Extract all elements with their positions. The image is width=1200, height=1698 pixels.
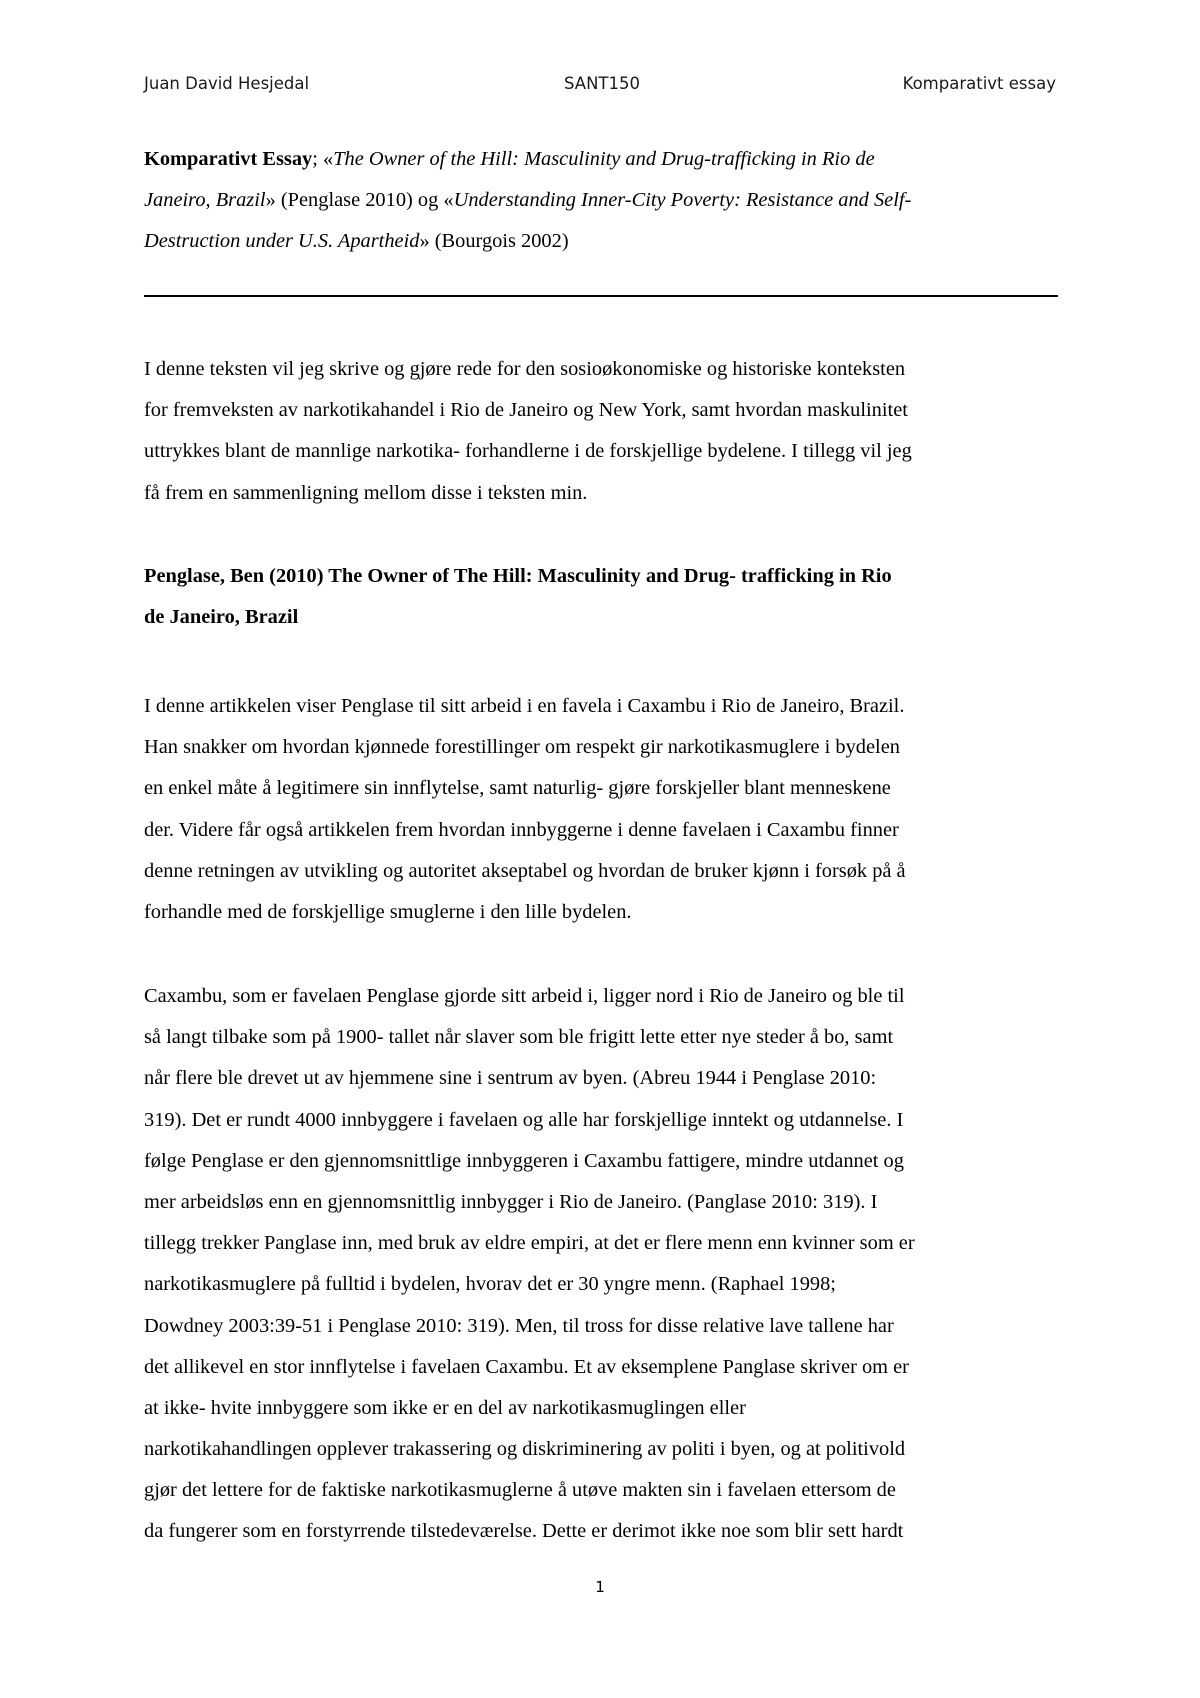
caxambu-context-paragraph (144, 976, 1060, 1553)
title-italic-bourgois-b: Destruction under U.S. Apartheid (144, 230, 420, 253)
heading-line: Penglase, Ben (2010) The Owner of The Hill: Masculinity and Drug- trafficking in Rio (144, 565, 892, 587)
paragraph-line: narkotikahandlingen opplever trakassering og diskriminering av politi i byen, og at politivold (144, 1438, 906, 1461)
section-heading-penglase (144, 556, 1060, 638)
paragraph-line: Caxambu, som er favelaen Penglase gjorde sitt arbeid i, ligger nord i Rio de Janeiro og ble til (144, 985, 905, 1007)
title-italic-penglase-b: Janeiro, Brazil (144, 189, 266, 212)
paragraph-line: der. Videre får også artikkelen frem hvordan innbyggerne i denne favelaen i Caxambu finner (144, 818, 899, 841)
paragraph-line: mer arbeidsløs enn en gjennomsnittlig innbygger i Rio de Janeiro. (Panglase 2010: 319). I (144, 1190, 878, 1213)
title-italic-bourgois-a: Understanding Inner-City Poverty: Resistance and Self- (453, 189, 912, 212)
paragraph-line: I denne teksten vil jeg skrive og gjøre rede for den sosioøkonomiske og historiske konteksten (144, 358, 906, 380)
paragraph-line: denne retningen av utvikling og autoritet akseptabel og hvordan de bruker kjønn i forsøk på å (144, 859, 906, 882)
paragraph-line: narkotikasmuglere på fulltid i bydelen, hvorav det er 30 yngre menn. (Raphael 1998; (144, 1273, 836, 1296)
title-citation-penglase: » (Penglase 2010) og « (265, 189, 454, 212)
paragraph-line: en enkel måte å legitimere sin innflytelse, samt naturlig- gjøre forskjeller blant menneskene (144, 777, 891, 800)
paragraph-line: når flere ble drevet ut av hjemmene sine i sentrum av byen. (Abreu 1944 i Penglase 2010: (144, 1067, 877, 1090)
title-line (144, 180, 1060, 221)
paragraph-line: at ikke- hvite innbyggere som ikke er en del av narkotikasmuglingen eller (144, 1396, 746, 1419)
header-course-code: SANT150 (564, 74, 640, 93)
paragraph-line: uttrykkes blant de mannlige narkotika- forhandlerne i de forskjellige bydelene. I tillegg vil jeg (144, 440, 912, 463)
paragraph-line: Han snakker om hvordan kjønnede forestillinger om respekt gir narkotikasmuglere i bydelen (144, 736, 900, 759)
page-number: 1 (595, 1578, 605, 1596)
essay-title (144, 139, 1060, 263)
paragraph-line: da fungerer som en forstyrrende tilstedeværelse. Dette er derimot ikke noe som blir sett hardt (144, 1520, 904, 1543)
title-divider-rule (144, 295, 1058, 297)
title-line (144, 221, 1060, 262)
paragraph-line: følge Penglase er den gjennomsnittlige innbyggeren i Caxambu fattigere, mindre utdannet og (144, 1149, 904, 1172)
title-bold-label: Komparativt Essay (144, 148, 313, 170)
header-author: Juan David Hesjedal (144, 74, 310, 93)
title-citation-bourgois: » (Bourgois 2002) (419, 230, 569, 253)
paragraph-line: få frem en sammenligning mellom disse i teksten min. (144, 481, 588, 504)
paragraph-line: Dowdney 2003:39-51 i Penglase 2010: 319). Men, til tross for disse relative lave tallene har (144, 1314, 894, 1337)
penglase-summary-paragraph (144, 686, 1060, 933)
paragraph-line: forhandle med de forskjellige smuglerne i den lille bydelen. (144, 900, 632, 923)
paragraph-line: det allikevel en stor innflytelse i favelaen Caxambu. Et av eksemplene Panglase skriver om er (144, 1355, 909, 1378)
heading-line: de Janeiro, Brazil (144, 606, 299, 629)
intro-paragraph (144, 349, 1060, 514)
paragraph-line: I denne artikkelen viser Penglase til sitt arbeid i en favela i Caxambu i Rio de Janeiro, Brazil. (144, 695, 905, 717)
running-header (144, 74, 1056, 102)
title-separator: ; « (312, 148, 334, 170)
paragraph-line: så langt tilbake som på 1900- tallet når slaver som ble frigitt lette etter nye steder å bo, samt (144, 1026, 894, 1049)
title-line (144, 139, 1060, 180)
paragraph-line: gjør det lettere for de faktiske narkotikasmuglerne å utøve makten sin i favelaen ettersom de (144, 1479, 896, 1502)
paragraph-line: tillegg trekker Panglase inn, med bruk av eldre empiri, at det er flere menn enn kvinner som er (144, 1232, 915, 1255)
header-document-type: Komparativt essay (902, 74, 1056, 93)
paragraph-line: 319). Det er rundt 4000 innbyggere i favelaen og alle har forskjellige inntekt og utdannelse. I (144, 1108, 904, 1131)
paragraph-line: for fremveksten av narkotikahandel i Rio de Janeiro og New York, samt hvordan maskulinitet (144, 399, 908, 422)
title-italic-penglase-a: The Owner of the Hill: Masculinity and Drug-trafficking in Rio de (333, 148, 875, 170)
